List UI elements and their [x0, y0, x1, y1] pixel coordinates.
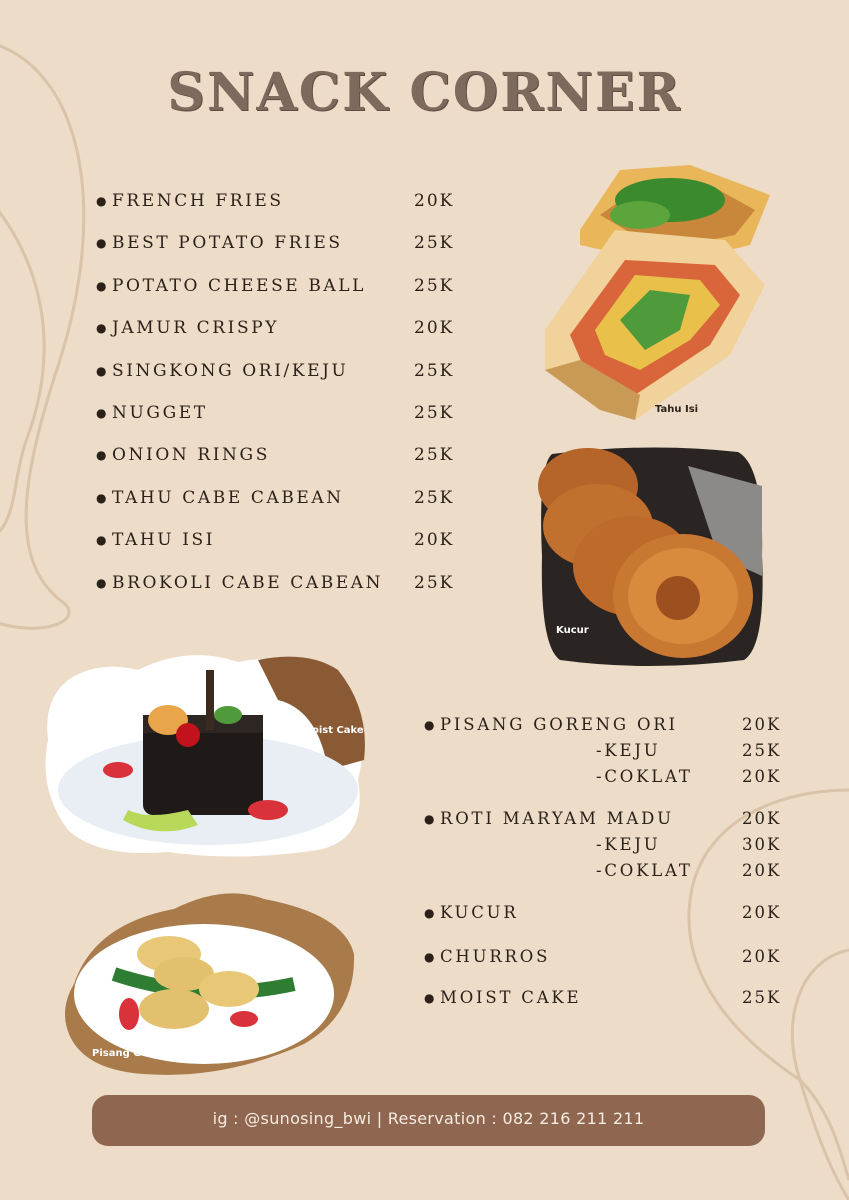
- menu-item-price: 20K: [414, 191, 455, 211]
- menu-item-price: 20K: [414, 530, 455, 551]
- snack-list: [96, 182, 466, 606]
- menu-item-name: ONION RINGS: [112, 445, 270, 466]
- menu-item-price: 20K: [742, 903, 782, 922]
- menu-item-name: FRENCH FRIES: [112, 191, 284, 211]
- moist-cake-photo: [38, 640, 374, 862]
- menu-item-price: 20K: [742, 947, 782, 966]
- menu-item-name: PISANG GORENG ORI: [440, 715, 678, 734]
- menu-item-variant: [424, 764, 794, 790]
- menu-item-name: POTATO CHEESE BALL: [112, 275, 367, 296]
- menu-item-price: 25K: [742, 988, 782, 1007]
- menu-item-name: SINGKONG ORI/KEJU: [112, 360, 349, 381]
- variant-price: 20K: [742, 767, 782, 786]
- tahu-isi-caption: Tahu Isi: [655, 404, 699, 415]
- menu-item: ● TAHU ISI 20K: [96, 521, 466, 563]
- menu-item-price: 25K: [414, 572, 455, 593]
- menu-item-name: NUGGET: [112, 402, 208, 423]
- variant-name: -KEJU: [596, 741, 661, 760]
- menu-item-variant: [424, 858, 794, 884]
- menu-item-price: 25K: [414, 402, 455, 423]
- menu-item: ● NUGGET 25K: [96, 394, 466, 436]
- dessert-list: [424, 712, 794, 1011]
- menu-item: ● BROKOLI CABE CABEAN 25K: [96, 564, 466, 606]
- variant-name: -COKLAT: [596, 767, 693, 786]
- menu-item-price: 20K: [742, 715, 782, 734]
- menu-item-price: 25K: [414, 360, 455, 381]
- menu-item-price: 25K: [414, 487, 455, 508]
- menu-item: ● CHURROS 20K: [424, 944, 794, 970]
- menu-item-name: TAHU CABE CABEAN: [112, 487, 344, 508]
- variant-price: 20K: [742, 861, 782, 880]
- tahu-isi-photo: [540, 155, 780, 425]
- menu-item: ● ROTI MARYAM MADU 20K: [424, 806, 794, 832]
- variant-name: -COKLAT: [596, 861, 693, 880]
- menu-item-price: 20K: [742, 809, 782, 828]
- variant-price: 30K: [742, 835, 782, 854]
- menu-item: ● TAHU CABE CABEAN 25K: [96, 479, 466, 521]
- menu-item: ● ONION RINGS 25K: [96, 436, 466, 478]
- menu-item-price: 25K: [414, 445, 455, 466]
- menu-item-variant: [424, 832, 794, 858]
- menu-item-name: CHURROS: [440, 947, 551, 966]
- menu-item-name: JAMUR CRISPY: [112, 318, 280, 339]
- menu-item-price: 25K: [414, 275, 455, 296]
- menu-item-name: BEST POTATO FRIES: [112, 233, 343, 254]
- menu-item-name: ROTI MARYAM MADU: [440, 809, 674, 828]
- menu-item-name: BROKOLI CABE CABEAN: [112, 572, 384, 593]
- menu-item: ● KUCUR 20K: [424, 900, 794, 926]
- page-title: SNACK CORNER: [167, 62, 682, 123]
- menu-item-price: 25K: [414, 233, 455, 254]
- menu-item: ● SINGKONG ORI/KEJU 25K: [96, 352, 466, 394]
- moist-cake-caption: Moist Cake: [302, 725, 364, 736]
- menu-item: ● PISANG GORENG ORI 20K: [424, 712, 794, 738]
- variant-name: -KEJU: [596, 835, 661, 854]
- menu-item-variant: [424, 738, 794, 764]
- pisang-goreng-caption: Pisang Goreng original: [92, 1048, 221, 1059]
- menu-item: ● MOIST CAKE 25K: [424, 985, 794, 1011]
- menu-item-name: TAHU ISI: [112, 530, 216, 551]
- menu-item: ● FRENCH FRIES 20K: [96, 182, 466, 224]
- menu-item: ● JAMUR CRISPY 20K: [96, 309, 466, 351]
- menu-item-name: KUCUR: [440, 903, 519, 922]
- menu-item-price: 20K: [414, 318, 455, 339]
- menu-item-name: MOIST CAKE: [440, 988, 582, 1007]
- variant-price: 25K: [742, 741, 782, 760]
- contact-footer: ig : @sunosing_bwi | Reservation : 082 216 211 211: [92, 1095, 765, 1146]
- kucur-caption: Kucur: [556, 625, 589, 636]
- menu-item: ● BEST POTATO FRIES 25K: [96, 224, 466, 266]
- menu-item: ● POTATO CHEESE BALL 25K: [96, 267, 466, 309]
